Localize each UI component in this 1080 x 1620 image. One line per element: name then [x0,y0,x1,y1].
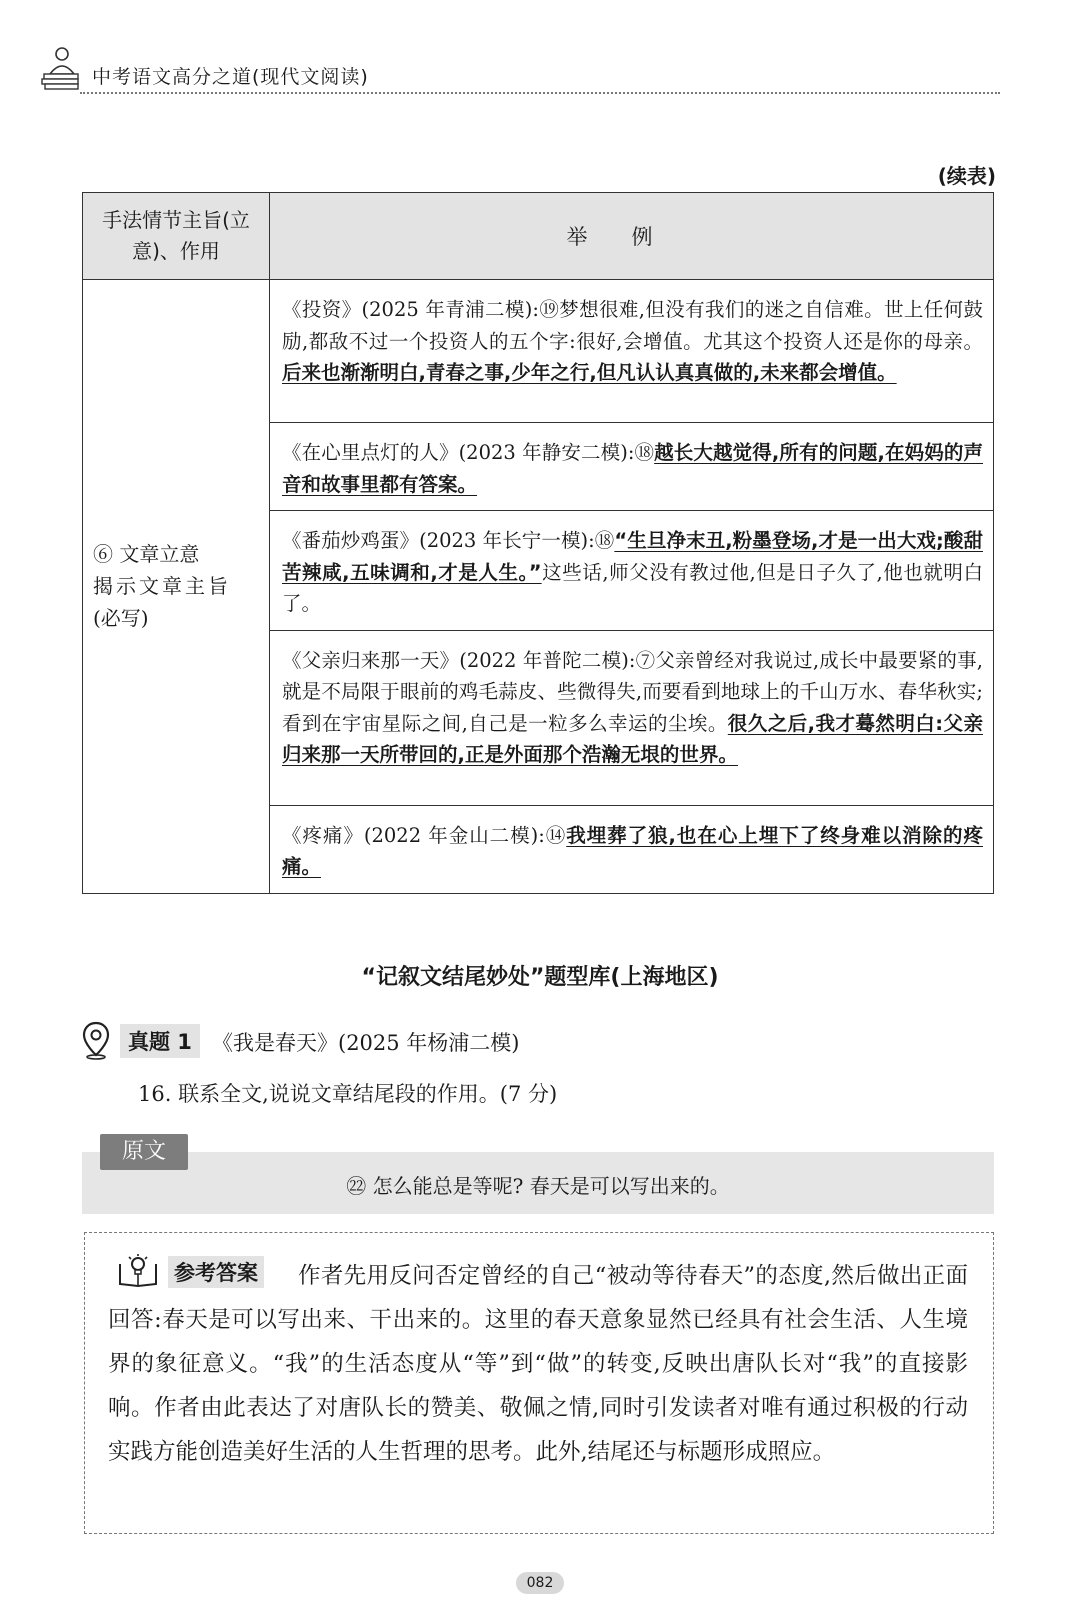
section-title: “记叙文结尾妙处”题型库(上海地区) [361,965,719,990]
example-cell: 《投资》(2025 年青浦二模):⑲梦想很难,但没有我们的迷之自信难。世上任何鼓励,都敌不过一个投资人的五个字:很好,会增值。尤其这个投资人还是你的母亲。后来也渐渐明白,青春之事,少年之行,但凡认认真真做的,未来都会增值。 [270,280,994,423]
technique-examples-table [82,192,994,894]
category-title: ⑥ 文章立意 [93,542,200,567]
column-header-technique: 手法情节主旨(立意)、作用 [83,193,270,280]
highlighted-sentence: 后来也渐渐明白,青春之事,少年之行,但凡认认真真做的,未来都会增值。 [282,361,897,384]
highlighted-sentence: 我埋葬了狼,也在心上埋下了终身难以消除的疼痛。 [282,823,983,878]
page-number: 082 [516,1572,564,1594]
question-text: 16. 联系全文,说说文章结尾段的作用。(7 分) [138,1082,558,1106]
example-cell: 《在心里点灯的人》(2023 年静安二模):⑱越长大越觉得,所有的问题,在妈妈的声音和故事里都有答案。 [270,423,994,511]
answer-label: 参考答案 [168,1256,264,1288]
category-note: (必写) [93,606,149,631]
example-cell: 《番茄炒鸡蛋》(2023 年长宁一模):⑱“生旦净末丑,粉墨登场,才是一出大戏;酸甜苦辣咸,五味调和,才是人生。”这些话,师父没有教过他,但是日子久了,他也就明白了。 [270,511,994,631]
location-pin-icon [80,1020,112,1060]
running-header-title: 中考语文高分之道(现代文阅读) [92,66,369,88]
category-description: 揭示文章主旨 [93,574,231,599]
highlighted-sentence: 很久之后,我才蓦然明白:父亲归来那一天所带回的,正是外面那个浩瀚无垠的世界。 [282,711,983,766]
example-cell: 《父亲归来那一天》(2022 年普陀二模):⑦父亲曾经对我说过,成长中最要紧的事,就是不局限于眼前的鸡毛蒜皮、些微得失,而要看到地球上的千山万水、春华秋实;看到在宇宙星际之间,自己是一粒多么幸运的尘埃。很久之后,我才蓦然明白:父亲归来那一天所带回的,正是外面那个浩瀚无垠的世界。 [270,630,994,805]
answer-text: 作者先用反问否定曾经的自己“被动等待春天”的态度,然后做出正面回答:春天是可以写出来、干出来的。这里的春天意象显然已经具有社会生活、人生境界的象征意义。“我”的生活态度从“等”到“做”的转变,反映出唐队长对“我”的直接影响。作者由此表达了对唐队长的赞美、敬佩之情,同时引发读者对唯有通过积极的行动实践方能创造美好生活的人生哲理的思考。此外,结尾还与标题形成照应。 [108,1263,968,1465]
column-header-examples: 举例 [270,193,994,280]
original-text-label: 原文 [100,1134,188,1170]
category-cell [83,280,270,894]
highlighted-sentence: “生旦净末丑,粉墨登场,才是一出大戏;酸甜苦辣咸,五味调和,才是人生。” [282,529,983,584]
question-tag: 真题 1 [120,1024,200,1058]
example-cell: 《疼痛》(2022 年金山二模):⑭我埋葬了狼,也在心上埋下了终身难以消除的疼痛。 [270,805,994,893]
stacked-books-reader-icon [40,44,80,94]
continued-table-label: (续表) [937,164,996,188]
original-text-quote: ㉒ 怎么能总是等呢? 春天是可以写出来的。 [346,1174,730,1198]
question-source: 《我是春天》(2025 年杨浦二模) [212,1031,520,1055]
header-divider [80,92,1000,94]
highlighted-sentence: 越长大越觉得,所有的问题,在妈妈的声音和故事里都有答案。 [282,441,983,496]
